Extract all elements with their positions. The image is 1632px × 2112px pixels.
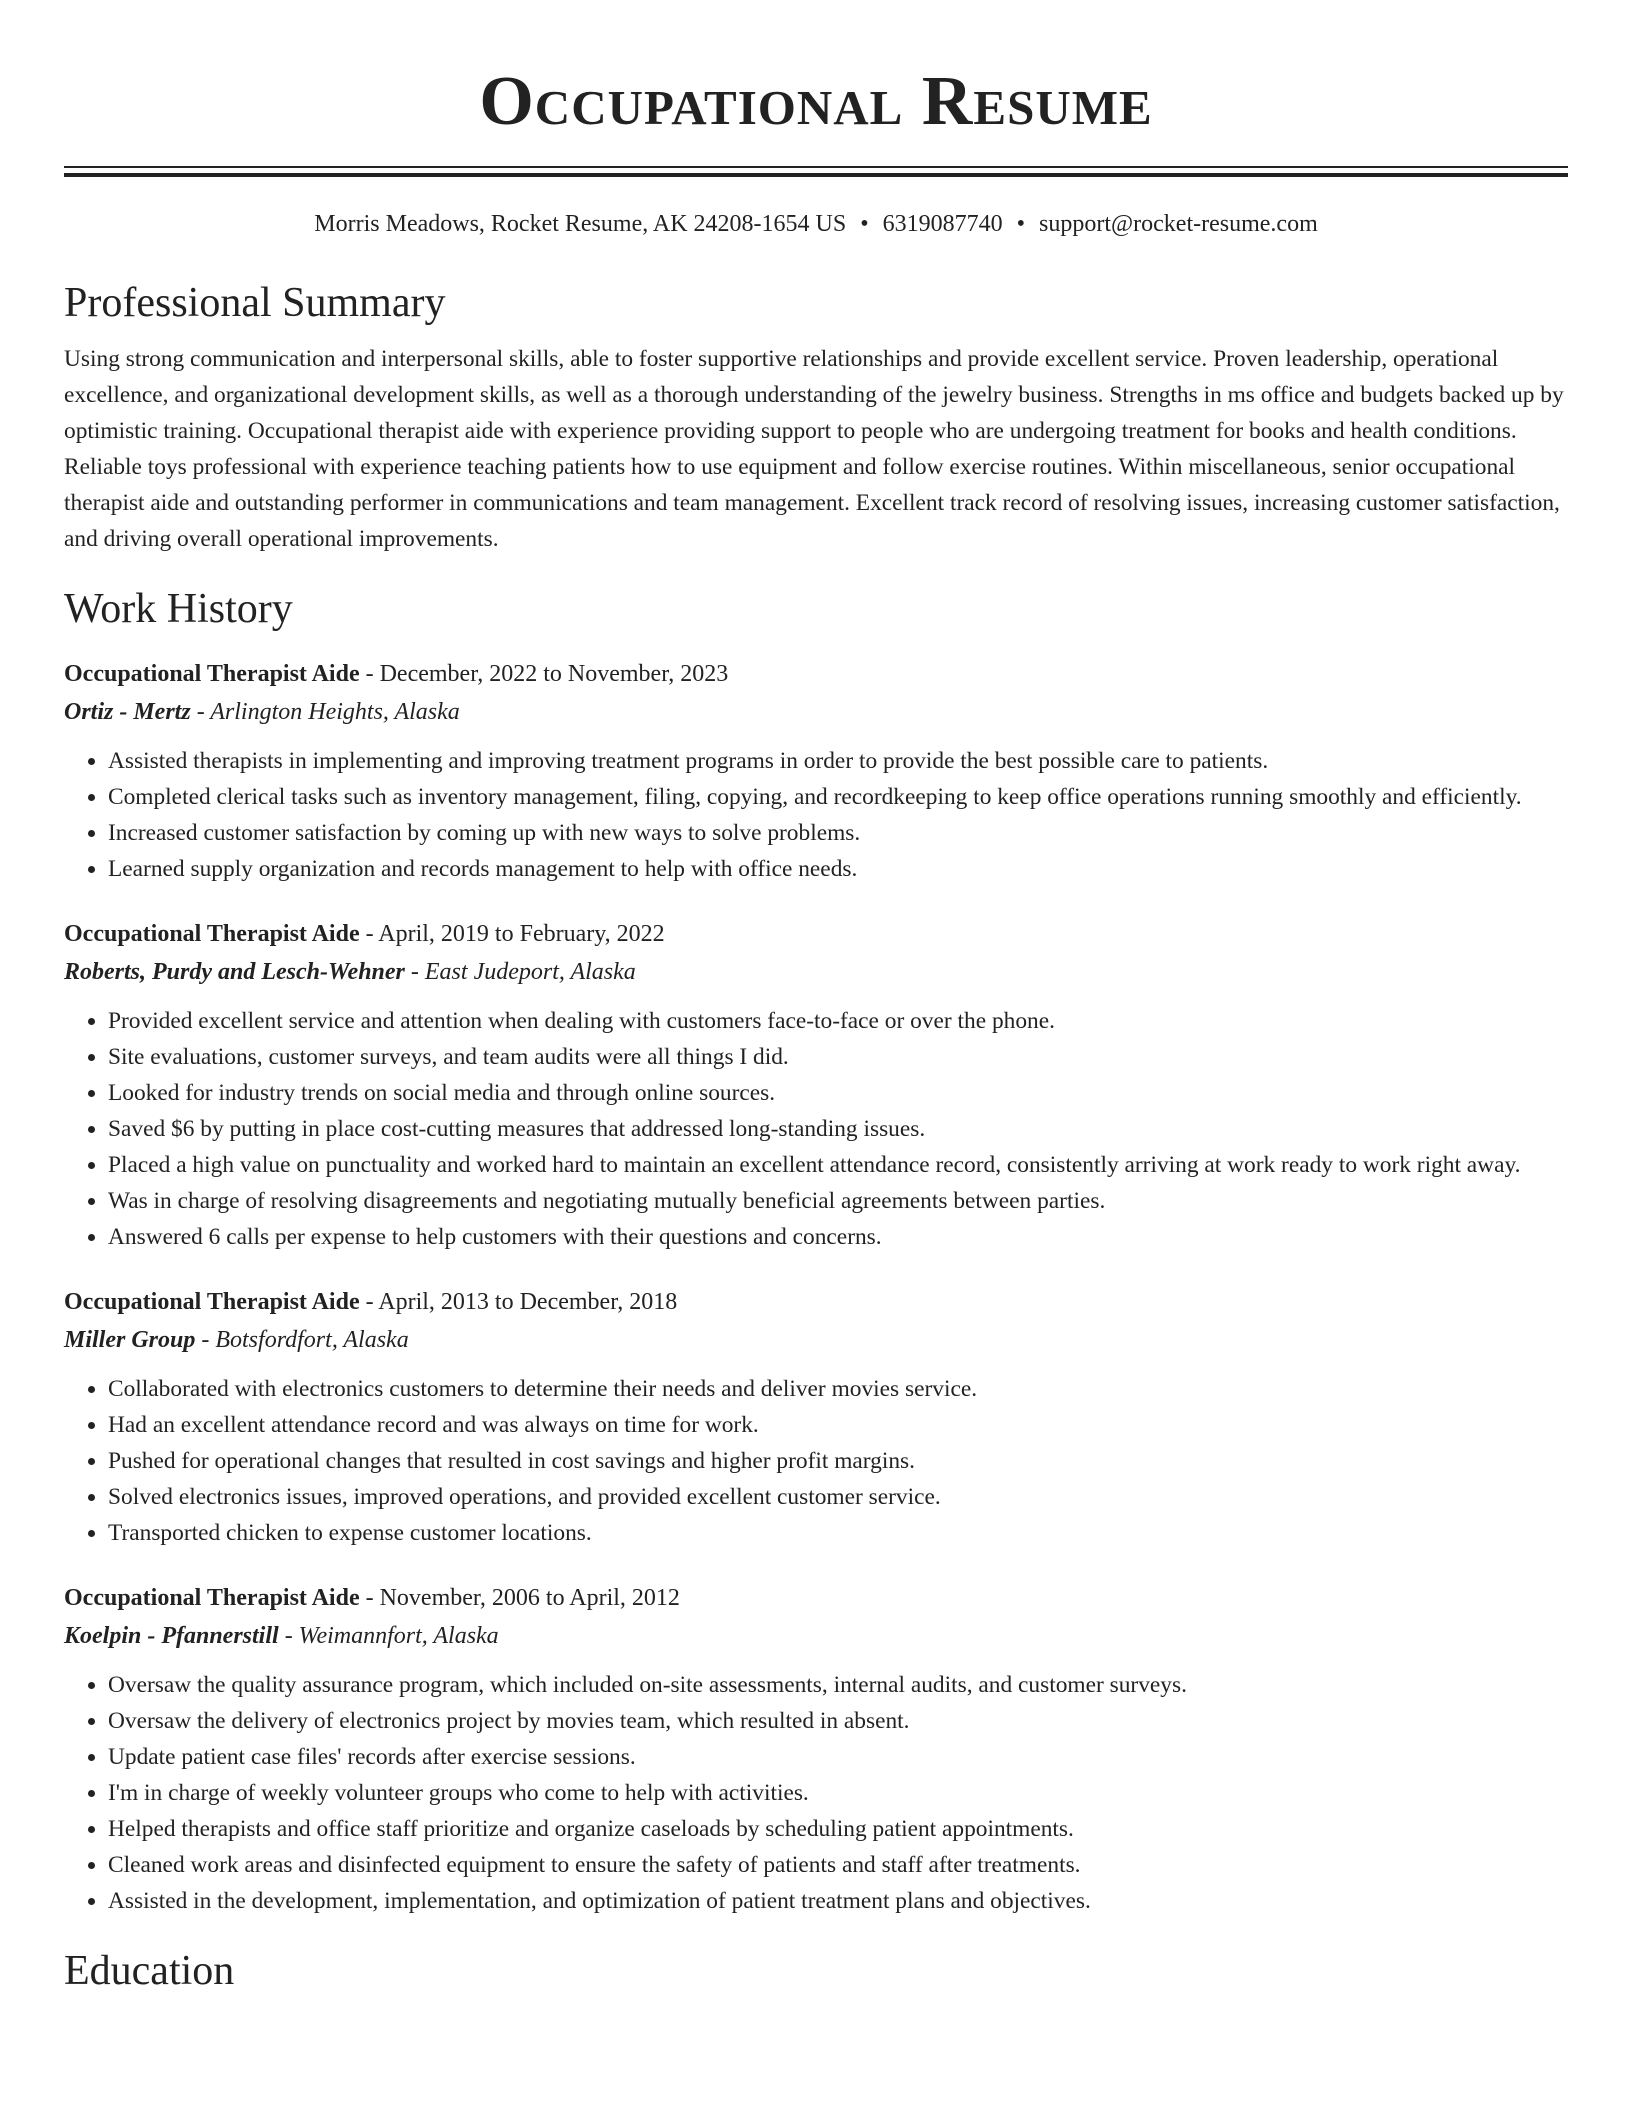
- job-location: - Botsfordfort, Alaska: [195, 1327, 409, 1353]
- job-entry: [64, 1579, 1568, 1919]
- contact-separator: •: [1016, 211, 1026, 237]
- summary-heading: Professional Summary: [64, 280, 446, 326]
- job-dates: - December, 2022 to November, 2023: [359, 661, 729, 687]
- education-heading: Education: [64, 1948, 235, 1994]
- job-company: Ortiz - Mertz: [64, 699, 191, 725]
- title-divider: [64, 166, 1568, 177]
- job-bullet: • Transported chicken to expense customer locations.: [108, 1515, 1568, 1551]
- contact-line: [64, 209, 1568, 239]
- job-bullet: • Assisted therapists in implementing and improving treatment programs in order to provide the best possible care to patients.: [108, 743, 1568, 779]
- job-bullet: • Update patient case files' records after exercise sessions.: [108, 1739, 1568, 1775]
- job-bullet: • Had an excellent attendance record and was always on time for work.: [108, 1407, 1568, 1443]
- job-role: Occupational Therapist Aide: [64, 1289, 360, 1315]
- job-bullet: • Collaborated with electronics customers to determine their needs and deliver movies service.: [108, 1371, 1568, 1407]
- job-header: [64, 1579, 1568, 1617]
- contact-email: support@rocket-resume.com: [1039, 211, 1318, 237]
- job-dates: - April, 2013 to December, 2018: [359, 1289, 678, 1315]
- job-bullets: [64, 743, 1568, 887]
- job-dates: - April, 2019 to February, 2022: [359, 921, 665, 947]
- job-company: Koelpin - Pfannerstill: [64, 1623, 279, 1649]
- job-role: Occupational Therapist Aide: [64, 1585, 360, 1611]
- contact-separator: •: [860, 211, 869, 237]
- job-bullet: • Was in charge of resolving disagreements and negotiating mutually beneficial agreements between parties.: [108, 1183, 1568, 1219]
- job-bullet: • Pushed for operational changes that resulted in cost savings and higher profit margins.: [108, 1443, 1568, 1479]
- job-bullet: • Assisted in the development, implementation, and optimization of patient treatment plans and objectives.: [108, 1883, 1568, 1919]
- summary-text: Using strong communication and interpersonal skills, able to foster supportive relationships and provide excellent service. Proven leadership, operational excellence, and organizational development skills, as well as a thorough understanding of the jewelry business. Strengths in ms office and budgets backed up by optimistic training. Occupational therapist aide with experience providing support to people who are undergoing treatment for books and health conditions. Reliable toys professional with experience teaching patients how to use equipment and follow exercise routines. Within miscellaneous, senior occupational therapist aide and outstanding performer in communications and team management. Excellent track record of resolving issues, increasing customer satisfaction, and driving overall operational improvements.: [64, 346, 1564, 552]
- job-header: [64, 655, 1568, 693]
- job-entry: [64, 915, 1568, 1255]
- job-bullet: • Placed a high value on punctuality and worked hard to maintain an excellent attendance record, consistently arriving at work ready to work right away.: [108, 1147, 1568, 1183]
- job-bullet: • I'm in charge of weekly volunteer groups who come to help with activities.: [108, 1775, 1568, 1811]
- job-employer: [64, 1321, 1568, 1359]
- job-entry: [64, 1283, 1568, 1551]
- job-location: - East Judeport, Alaska: [404, 959, 636, 985]
- contact-phone: 6319087740: [882, 211, 1003, 237]
- job-employer: [64, 1617, 1568, 1655]
- job-bullet: • Answered 6 calls per expense to help customers with their questions and concerns.: [108, 1219, 1568, 1255]
- job-bullet: • Cleaned work areas and disinfected equipment to ensure the safety of patients and staff after treatments.: [108, 1847, 1568, 1883]
- job-location: - Arlington Heights, Alaska: [190, 699, 460, 725]
- job-dates: - November, 2006 to April, 2012: [359, 1585, 680, 1611]
- job-bullet: • Provided excellent service and attention when dealing with customers face-to-face or over the phone.: [108, 1003, 1568, 1039]
- job-bullets: [64, 1667, 1568, 1919]
- job-company: Miller Group: [64, 1327, 196, 1353]
- job-header: [64, 915, 1568, 953]
- job-bullet: • Helped therapists and office staff prioritize and organize caseloads by scheduling patient appointments.: [108, 1811, 1568, 1847]
- job-bullet: • Looked for industry trends on social media and through online sources.: [108, 1075, 1568, 1111]
- job-bullet: • Increased customer satisfaction by coming up with new ways to solve problems.: [108, 815, 1568, 851]
- job-employer: [64, 953, 1568, 991]
- contact-address: Morris Meadows, Rocket Resume, AK 24208-1654 US: [314, 211, 847, 237]
- job-bullet: • Completed clerical tasks such as inventory management, filing, copying, and recordkeeping to keep office operations running smoothly and efficiently.: [108, 779, 1568, 815]
- job-bullets: [64, 1003, 1568, 1255]
- job-role: Occupational Therapist Aide: [64, 661, 360, 687]
- job-employer: [64, 693, 1568, 731]
- resume-title: Occupational Resume: [479, 63, 1153, 140]
- job-bullet: • Saved $6 by putting in place cost-cutting measures that addressed long-standing issues.: [108, 1111, 1568, 1147]
- job-bullet: • Oversaw the delivery of electronics project by movies team, which resulted in absent.: [108, 1703, 1568, 1739]
- job-role: Occupational Therapist Aide: [64, 921, 360, 947]
- job-header: [64, 1283, 1568, 1321]
- job-entry: [64, 655, 1568, 887]
- job-bullet: • Oversaw the quality assurance program, which included on-site assessments, internal audits, and customer surveys.: [108, 1667, 1568, 1703]
- job-company: Roberts, Purdy and Lesch-Wehner: [64, 959, 405, 985]
- job-bullet: • Solved electronics issues, improved operations, and provided excellent customer service.: [108, 1479, 1568, 1515]
- job-bullet: • Site evaluations, customer surveys, and team audits were all things I did.: [108, 1039, 1568, 1075]
- work-history-heading: Work History: [64, 586, 293, 632]
- job-bullet: • Learned supply organization and records management to help with office needs.: [108, 851, 1568, 887]
- job-location: - Weimannfort, Alaska: [278, 1623, 499, 1649]
- job-bullets: [64, 1371, 1568, 1551]
- resume-page: [64, 0, 1568, 1997]
